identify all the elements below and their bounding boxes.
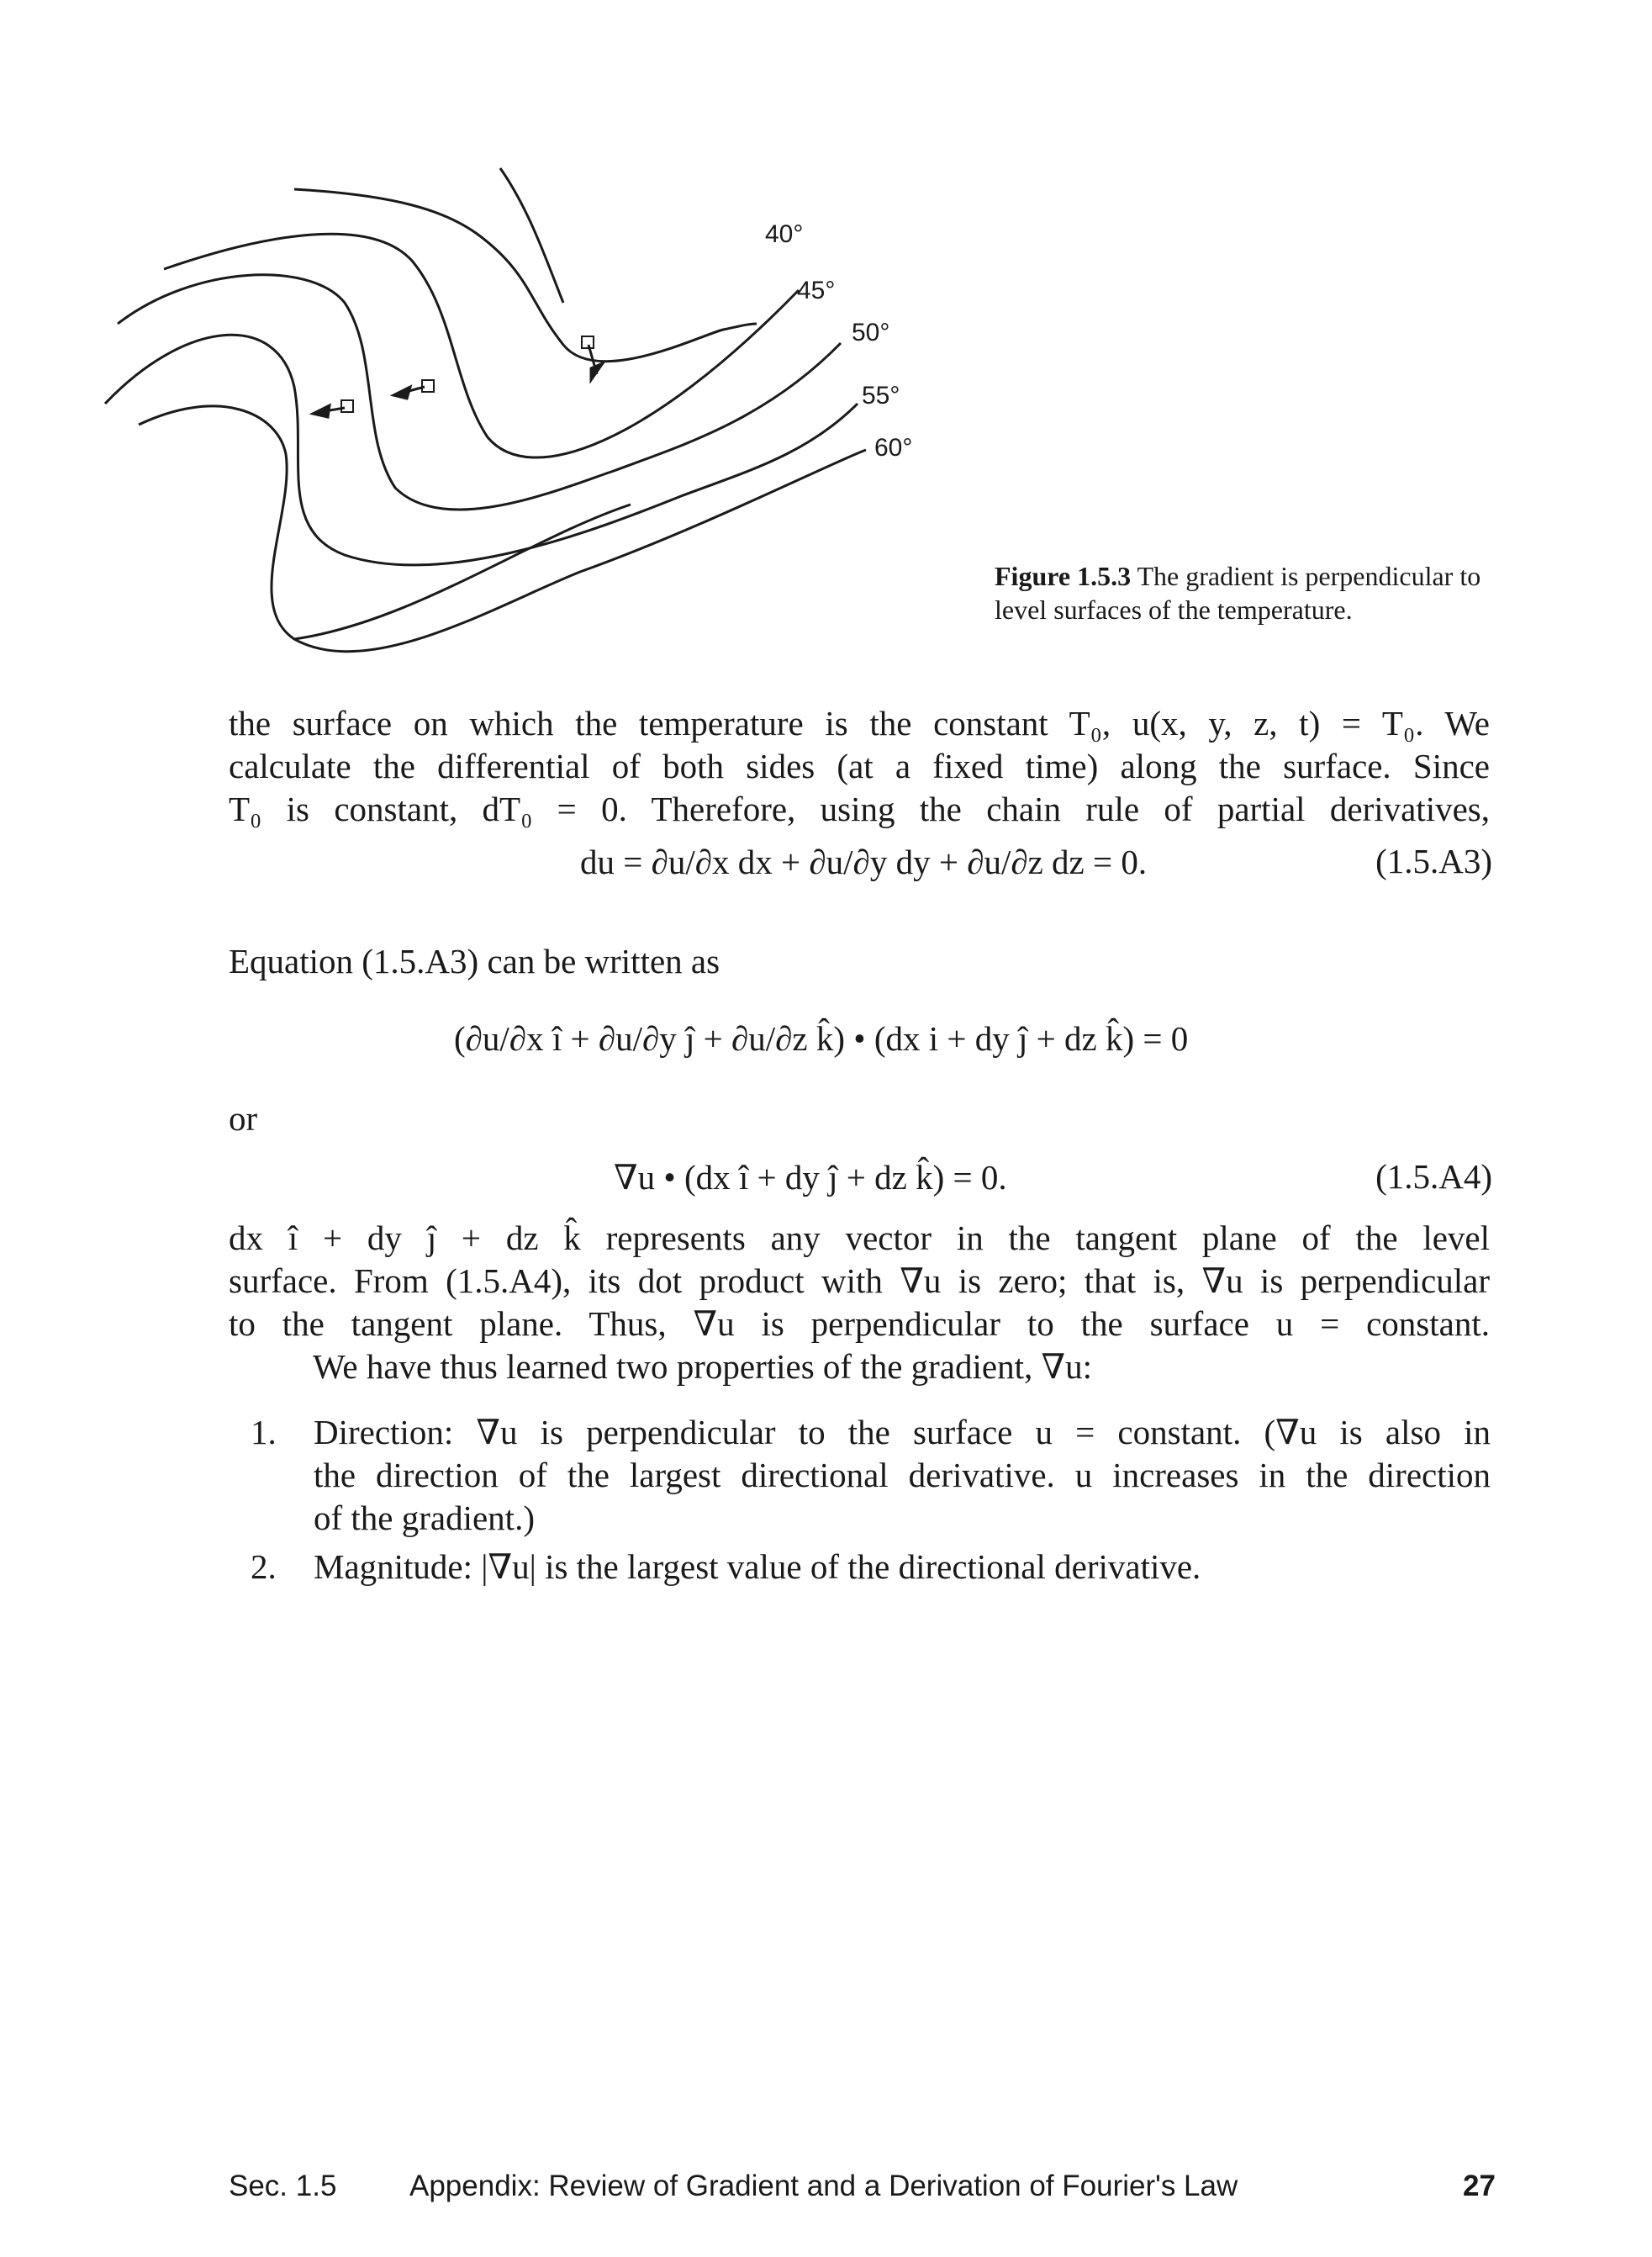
equation-a3-number: (1.5.A3) (1375, 842, 1492, 880)
paragraph-4-line-4: We have thus learned two properties of the gradient, ∇u: (313, 1347, 1093, 1386)
footer-section: Sec. 1.5 (229, 2170, 337, 2202)
equation-expanded (454, 1018, 1188, 1060)
equation-a4-body: ∇u • (dx î + dy ĵ + dz k̂) = 0. (614, 1158, 1007, 1197)
list-item-1-line-1: Direction: ∇u is perpendicular to the surface u = constant. (∇u is also in (314, 1413, 1491, 1451)
paragraph-2 (229, 940, 1490, 983)
paragraph-1-line-1: the surface on which the temperature is the constant T₀, u(x, y, z, t) = T₀. We (229, 704, 1490, 743)
paragraph-2-text: Equation (1.5.A3) can be written as (229, 942, 720, 980)
label-60: 60° (874, 434, 913, 462)
isotherm-50 (118, 275, 841, 510)
list-item-direction (251, 1411, 1491, 1546)
figure-caption (995, 559, 1516, 626)
isotherm-55 (105, 335, 858, 565)
paragraph-4-line-3: to the tangent plane. Thus, ∇u is perpendicular to the surface u = constant. (229, 1304, 1490, 1343)
equation-a4-number: (1.5.A4) (1375, 1157, 1492, 1196)
paragraph-1-line-3: T₀ is constant, dT₀ = 0. Therefore, using the chain rule of partial derivatives, (229, 790, 1490, 828)
paragraph-1 (229, 702, 1490, 831)
equation-a3-body: du = ∂u/∂x dx + ∂u/∂y dy + ∂u/∂z dz = 0. (580, 843, 1148, 881)
label-50: 50° (852, 319, 890, 346)
paragraph-4 (229, 1217, 1490, 1388)
isotherm-40 (294, 189, 757, 362)
paragraph-1-line-2: calculate the differential of both sides (at a fixed time) along the surface. Since (229, 747, 1490, 785)
paragraph-3 (229, 1097, 1490, 1140)
isotherm-40-upper (500, 168, 563, 303)
figure-caption-text: The gradient is perpendicular to level surfaces of the temperature. (995, 561, 1481, 625)
list-item-number: 1. (251, 1413, 277, 1451)
paragraph-3-text: or (229, 1099, 258, 1138)
list-item-2-line-1: Magnitude: |∇u| is the largest value of the directional derivative. (314, 1547, 1201, 1586)
paragraph-4-line-1: dx î + dy ĵ + dz k̂ represents any vector in the tangent plane of the level (229, 1218, 1490, 1257)
label-40: 40° (765, 220, 804, 248)
equation-a4 (614, 1156, 1007, 1199)
list-item-number: 2. (251, 1547, 277, 1586)
list-item-1-line-2: the direction of the largest directional derivative. u increases in the direction (314, 1456, 1491, 1494)
paragraph-4-line-2: surface. From (1.5.A4), its dot product with ∇u is zero; that is, ∇u is perpendicular (229, 1261, 1490, 1300)
figure-caption-label: Figure 1.5.3 (995, 561, 1132, 591)
isotherm-figure (92, 135, 1000, 673)
equation-a3 (580, 841, 1147, 884)
label-45: 45° (797, 277, 836, 304)
list-item-1-line-3: of the gradient.) (314, 1498, 535, 1537)
isotherm-60 (139, 406, 866, 652)
page-number: 27 (1463, 2170, 1496, 2202)
equation-expanded-body: (∂u/∂x î + ∂u/∂y ĵ + ∂u/∂z k̂) • (dx i + dy ĵ + dz k̂) = 0 (454, 1019, 1189, 1058)
isotherm-45 (164, 234, 799, 457)
list-item-magnitude (251, 1546, 1491, 1596)
label-55: 55° (862, 382, 900, 410)
footer-title: Appendix: Review of Gradient and a Derivation of Fourier's Law (409, 2170, 1238, 2202)
